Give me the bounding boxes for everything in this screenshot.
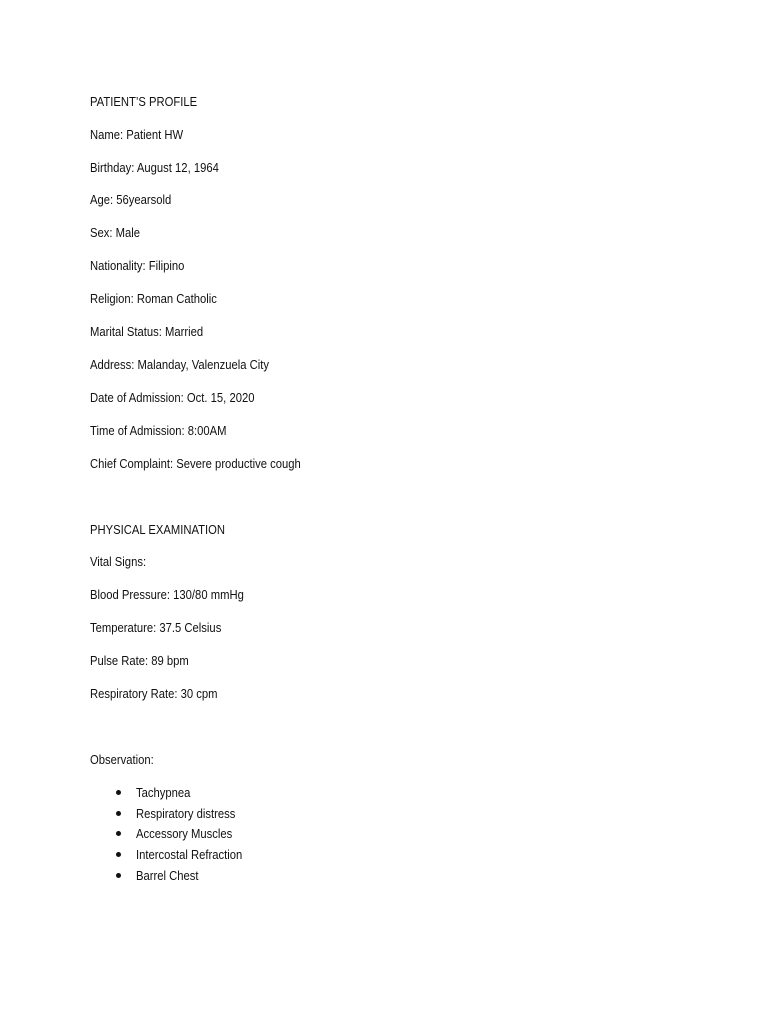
patient-marital-status: Marital Status: Married (90, 325, 204, 339)
bullet-icon (116, 873, 121, 878)
observation-label: Observation: (90, 753, 154, 767)
vital-signs-label: Vital Signs: (90, 555, 147, 569)
patient-nationality: Nationality: Filipino (90, 259, 185, 273)
bullet-icon (116, 831, 121, 836)
list-item-label: Accessory Muscles (136, 827, 233, 841)
date-of-admission: Date of Admission: Oct. 15, 2020 (90, 391, 255, 405)
temperature: Temperature: 37.5 Celsius (90, 621, 222, 635)
list-item-label: Intercostal Refraction (136, 848, 243, 862)
bullet-icon (116, 790, 121, 795)
patient-age: Age: 56yearsold (90, 193, 172, 207)
profile-heading: PATIENT’S PROFILE (90, 95, 198, 109)
list-item-label: Tachypnea (136, 786, 191, 800)
time-of-admission: Time of Admission: 8:00AM (90, 424, 227, 438)
bullet-icon (116, 811, 121, 816)
patient-religion: Religion: Roman Catholic (90, 292, 217, 306)
respiratory-rate: Respiratory Rate: 30 cpm (90, 687, 218, 701)
list-item-label: Respiratory distress (136, 807, 236, 821)
patient-address: Address: Malanday, Valenzuela City (90, 358, 270, 372)
list-item-label: Barrel Chest (136, 869, 199, 883)
blood-pressure: Blood Pressure: 130/80 mmHg (90, 588, 244, 602)
patient-name: Name: Patient HW (90, 128, 184, 142)
chief-complaint: Chief Complaint: Severe productive cough (90, 457, 301, 471)
pulse-rate: Pulse Rate: 89 bpm (90, 654, 189, 668)
bullet-icon (116, 852, 121, 857)
patient-sex: Sex: Male (90, 226, 141, 240)
patient-birthday: Birthday: August 12, 1964 (90, 161, 219, 175)
physical-exam-heading: PHYSICAL EXAMINATION (90, 523, 226, 537)
